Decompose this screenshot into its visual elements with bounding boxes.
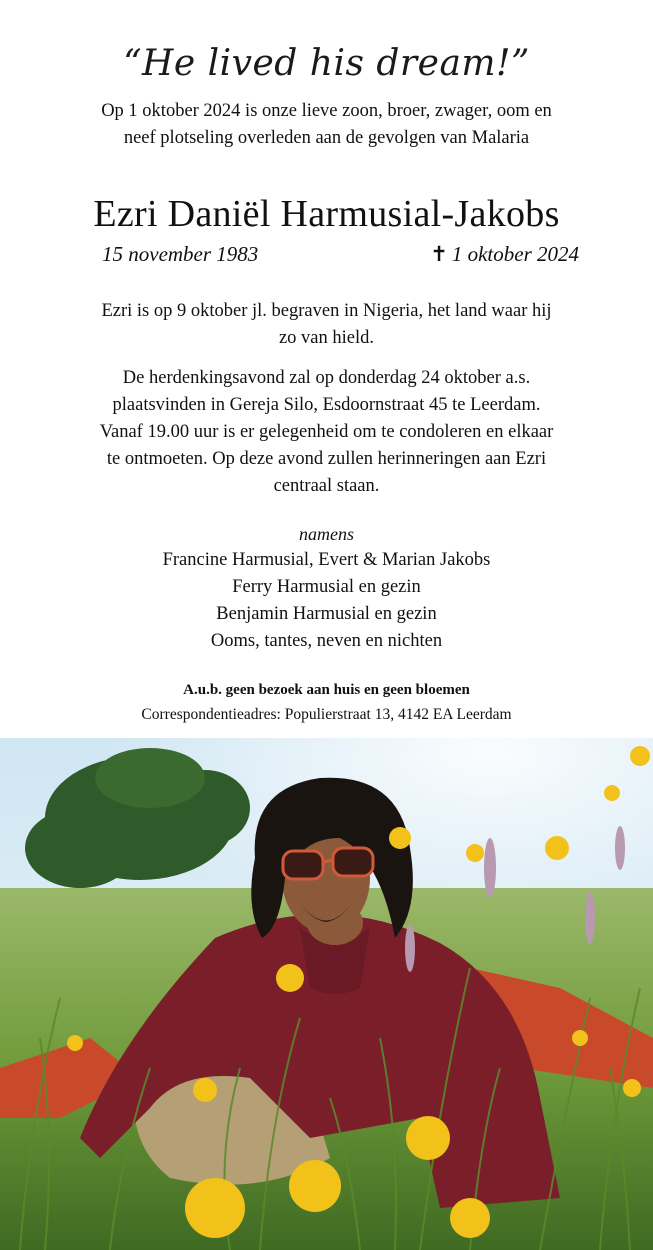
memorial-line: centraal staan.	[273, 476, 380, 496]
death-date-block	[430, 240, 579, 268]
death-date: 1 oktober 2024	[451, 242, 579, 266]
family-names	[0, 547, 653, 655]
memorial-quote: “He lived his dream!”	[123, 43, 530, 84]
no-visit-request: A.u.b. geen bezoek aan huis en geen bloemen	[183, 682, 470, 698]
cross-icon: ✝	[430, 242, 448, 266]
announcement-text	[0, 98, 653, 152]
family-name-line: Benjamin Harmusial en gezin	[216, 604, 437, 624]
memorial-line: De herdenkingsavond zal op donderdag 24 oktober a.s.	[122, 368, 531, 388]
memorial-photo	[0, 738, 653, 1250]
burial-line: zo van hield.	[278, 328, 375, 348]
memorial-line: Vanaf 19.00 uur is er gelegenheid om te condoleren en elkaar	[99, 422, 554, 442]
burial-paragraph	[0, 298, 653, 352]
deceased-name: Ezri Daniël Harmusial-Jakobs	[93, 193, 560, 235]
birth-date: 15 november 1983	[102, 242, 259, 266]
family-name-line: Ferry Harmusial en gezin	[232, 577, 421, 597]
announcement-line: neef plotseling overleden aan de gevolgen van Malaria	[123, 128, 530, 148]
burial-line: Ezri is op 9 oktober jl. begraven in Nigeria, het land waar hij	[101, 301, 552, 321]
memorial-line: plaatsvinden in Gereja Silo, Esdoornstraat 45 te Leerdam.	[112, 395, 541, 415]
family-name-line: Francine Harmusial, Evert & Marian Jakobs	[162, 550, 491, 570]
correspondence-address: Correspondentieadres: Populierstraat 13, 4142 EA Leerdam	[141, 706, 512, 723]
on-behalf-label: namens	[299, 524, 354, 544]
announcement-line: Op 1 oktober 2024 is onze lieve zoon, broer, zwager, oom en	[101, 101, 552, 121]
memorial-paragraph	[0, 365, 653, 500]
family-name-line: Ooms, tantes, neven en nichten	[210, 631, 443, 651]
memorial-line: te ontmoeten. Op deze avond zullen herinneringen aan Ezri	[106, 449, 547, 469]
